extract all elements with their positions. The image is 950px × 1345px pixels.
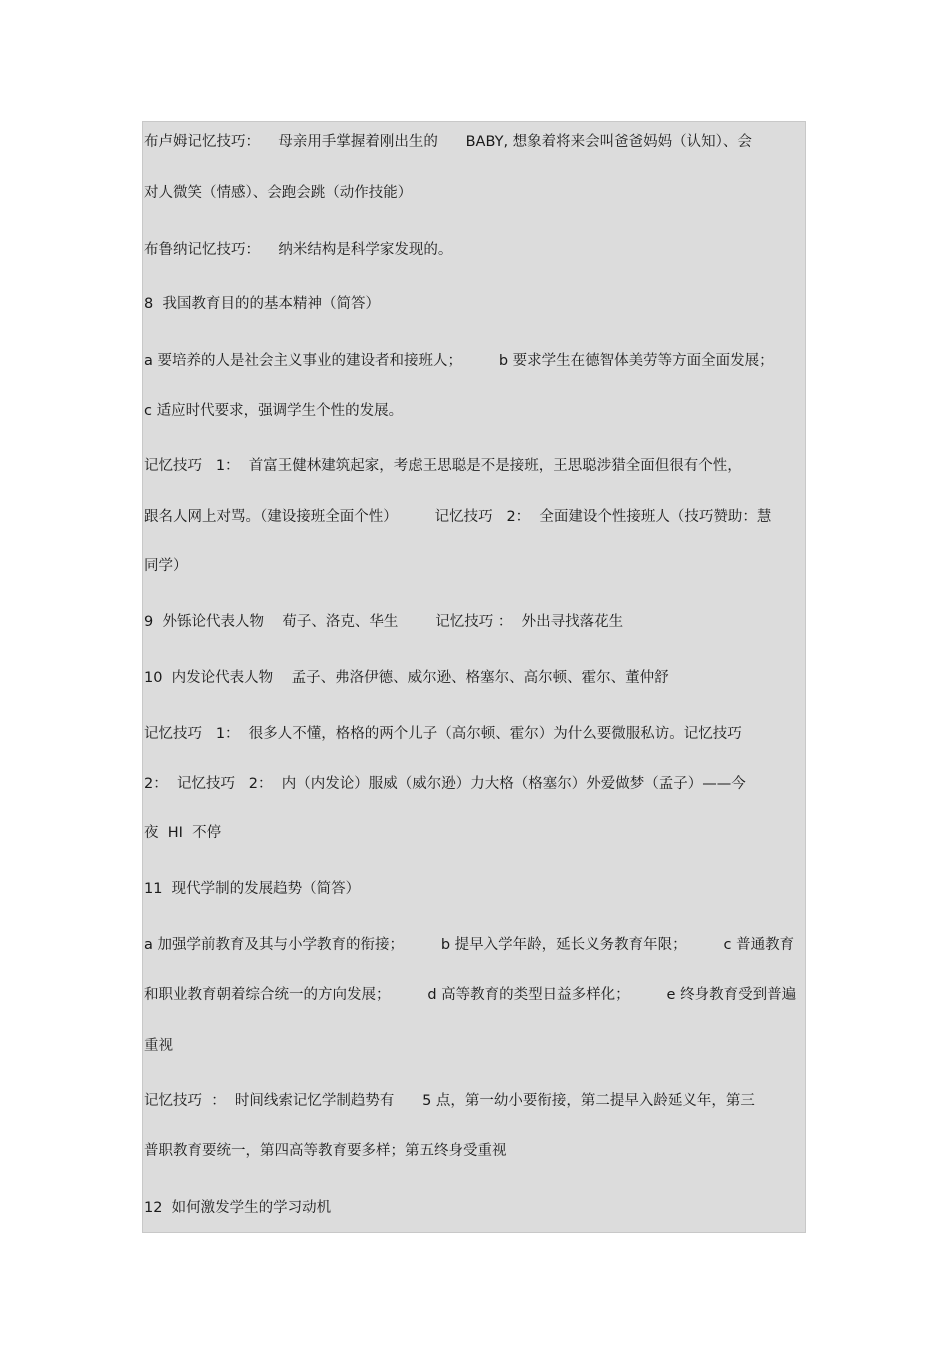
text-line: 记忆技巧 1： 很多人不懂，格格的两个儿子（高尔顿、霍尔）为什么要微服私访。记忆技巧 (144, 726, 742, 742)
text-line: 记忆技巧 1： 首富王健林建筑起家，考虑王思聪是不是接班，王思聪涉猎全面但很有个性， (144, 458, 742, 474)
section-heading: 11 现代学制的发展趋势（简答） (144, 881, 361, 897)
text-line: c 适应时代要求，强调学生个性的发展。 (144, 403, 404, 419)
section-heading: 8 我国教育目的的基本精神（简答） (144, 296, 380, 312)
text-line: 跟名人网上对骂。（建设接班全面个性） 记忆技巧 2： 全面建设个性接班人（技巧赞助：慧 (144, 509, 772, 525)
text-line: 布鲁纳记忆技巧： 纳米结构是科学家发现的。 (144, 242, 453, 258)
section-heading: 10 内发论代表人物 孟子、弗洛伊德、威尔逊、格塞尔、高尔顿、霍尔、董仲舒 (144, 670, 669, 686)
text-line: 同学） (144, 558, 188, 574)
text-line: 2： 记忆技巧 2： 内（内发论）服威（威尔逊）力大格（格塞尔）外爱做梦（孟子）——今 (144, 776, 746, 792)
text-line: 记忆技巧 ： 时间线索记忆学制趋势有 5 点，第一幼小要衔接，第二提早入龄延义年，第三 (144, 1093, 755, 1109)
text-line: 和职业教育朝着综合统一的方向发展； d 高等教育的类型日益多样化； e 终身教育受到普遍 (144, 987, 797, 1003)
text-line: 重视 (144, 1038, 173, 1054)
section-heading: 12 如何激发学生的学习动机 (144, 1200, 332, 1216)
text-line: 夜 HI 不停 (144, 825, 222, 841)
text-line: 布卢姆记忆技巧： 母亲用手掌握着刚出生的 BABY, 想象着将来会叫爸爸妈妈（认知）、会 (144, 134, 752, 150)
text-line: a 要培养的人是社会主义事业的建设者和接班人； b 要求学生在德智体美劳等方面全面发展； (144, 353, 774, 369)
text-line: 对人微笑（情感）、会跑会跳（动作技能） (144, 185, 413, 201)
section-heading: 9 外铄论代表人物 荀子、洛克、华生 记忆技巧 ： 外出寻找落花生 (144, 614, 624, 630)
text-line: a 加强学前教育及其与小学教育的衔接； b 提早入学年龄，延长义务教育年限； c 普通教育 (144, 937, 795, 953)
text-line: 普职教育要统一，第四高等教育要多样；第五终身受重视 (144, 1143, 507, 1159)
